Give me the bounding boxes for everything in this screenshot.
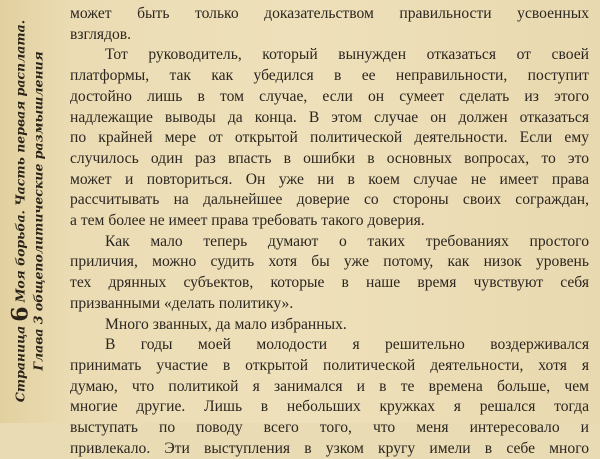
text-line: а тем более не имеет права требовать такого доверия. [70, 212, 425, 230]
text-line: приличия, можно судить хотя бы уже потому, как низок уровень [70, 253, 589, 271]
body-text [70, 4, 589, 459]
side-caption-text [7, 6, 47, 416]
text-line: выступать по поводу всего того, что меня интересовало и [70, 419, 589, 437]
text-line: платформы, так как убедился в ее неправильности, поступит [70, 67, 589, 85]
text-line: думаю, что политикой я занимался и в те времена больше, чем [70, 377, 589, 395]
chapter-title: Глава 3 общеполитические размышления [30, 51, 46, 371]
side-caption-line-1 [7, 6, 34, 416]
text-line: многие другие. Лишь в небольших кружках я решался тогда [70, 398, 589, 416]
text-line: может быть только доказательством правильности усвоенных [70, 5, 589, 22]
text-line: тех дрянных субъектов, которые в наше время чувствуют себя [70, 274, 589, 292]
text-line: Тот руководитель, который вынужден отказаться от своей [105, 46, 589, 64]
page-label: Страница [12, 325, 28, 403]
text-line: рассчитывать на дальнейшее доверие со стороны своих сограждан, [70, 191, 589, 209]
text-line: принимать участие в открытой политической деятельности, хотя я [70, 356, 589, 374]
text-line: по крайней мере от открытой политической деятельности. Если ему [70, 129, 589, 147]
text-line: достойно лишь в том случае, если он сумеет сделать из этого [70, 87, 589, 105]
text-line: взглядов. [70, 25, 132, 43]
text-line: надлежащие выводы да конца. В этом случае он должен отказаться [70, 108, 589, 126]
text-line: случилось один раз впасть в ошибки в основных вопросах, то это [70, 149, 589, 167]
page-number: 6 [7, 306, 34, 322]
text-line: В годы моей молодости я решительно воздерживался [105, 336, 589, 354]
book-part-title: Моя борьба. Часть первая расплата. [12, 19, 28, 303]
text-line: Как мало теперь думают о таких требованиях простого [105, 232, 589, 250]
text-line: может и повториться. Он уже ни в коем случае не имеет права [70, 170, 589, 188]
text-line: привлекало. Эти выступления в узком кругу имели в себе много [70, 439, 589, 457]
side-caption [0, 0, 58, 423]
text-line: Много званных, да мало избранных. [105, 315, 347, 333]
text-line: призванными «делать политику». [70, 294, 294, 312]
